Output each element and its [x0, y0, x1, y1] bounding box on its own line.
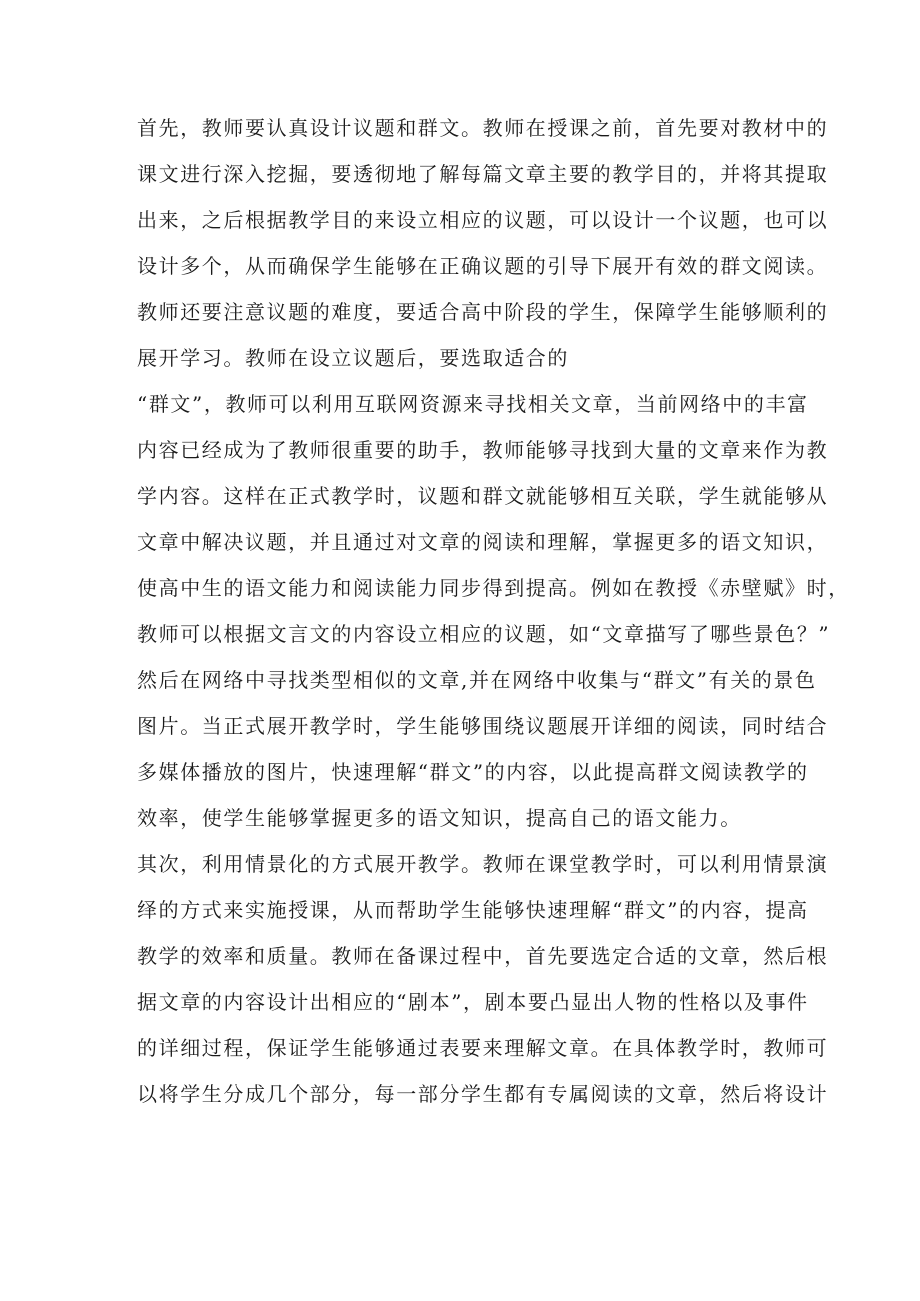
text-line: 教师可以根据文言文的内容设立相应的议题，如“文章描写了哪些景色？”	[137, 622, 831, 646]
text-line: 教师还要注意议题的难度，要适合高中阶段的学生，保障学生能够顺利的	[137, 300, 829, 324]
text-line: 绎的方式来实施授课，从而帮助学生能够快速理解“群文”的内容，提高	[137, 898, 809, 922]
text-line: 展开学习。教师在设立议题后，要选取适合的	[137, 346, 569, 370]
text-line: 然后在网络中寻找类型相似的文章,并在网络中收集与“群文”有关的景色	[137, 668, 817, 692]
text-line: 内容已经成为了教师很重要的助手，教师能够寻找到大量的文章来作为教	[137, 438, 829, 462]
text-line: 以将学生分成几个部分，每一部分学生都有专属阅读的文章，然后将设计	[137, 1082, 829, 1106]
text-line: 其次，利用情景化的方式展开教学。教师在课堂教学时，可以利用情景演	[137, 852, 829, 876]
text-line: 设计多个，从而确保学生能够在正确议题的引导下展开有效的群文阅读。	[137, 254, 829, 278]
text-line: 首先，教师要认真设计议题和群文。教师在授课之前，首先要对教材中的	[137, 116, 829, 140]
text-line: “群文”，教师可以利用互联网资源来寻找相关文章，当前网络中的丰富	[137, 392, 809, 416]
text-line: 效率，使学生能够掌握更多的语文知识，提高自己的语文能力。	[137, 806, 742, 830]
text-line: 教学的效率和质量。教师在备课过程中，首先要选定合适的文章，然后根	[137, 944, 829, 968]
text-line: 学内容。这样在正式教学时，议题和群文就能够相互关联，学生就能够从	[137, 484, 829, 508]
text-line: 出来，之后根据教学目的来设立相应的议题，可以设计一个议题，也可以	[137, 208, 829, 232]
text-line: 图片。当正式展开教学时，学生能够围绕议题展开详细的阅读，同时结合	[137, 714, 829, 738]
text-line: 据文章的内容设计出相应的“剧本”，剧本要凸显出人物的性格以及事件	[137, 990, 809, 1014]
text-line: 多媒体播放的图片，快速理解“群文”的内容，以此提高群文阅读教学的	[137, 760, 809, 784]
text-line: 课文进行深入挖掘，要透彻地了解每篇文章主要的教学目的，并将其提取	[137, 162, 829, 186]
text-line: 的详细过程，保证学生能够通过表要来理解文章。在具体教学时，教师可	[137, 1036, 829, 1060]
text-line: 使高中生的语文能力和阅读能力同步得到提高。例如在教授《赤壁赋》时，	[137, 576, 850, 600]
text-line: 文章中解决议题，并且通过对文章的阅读和理解，掌握更多的语文知识，	[137, 530, 829, 554]
